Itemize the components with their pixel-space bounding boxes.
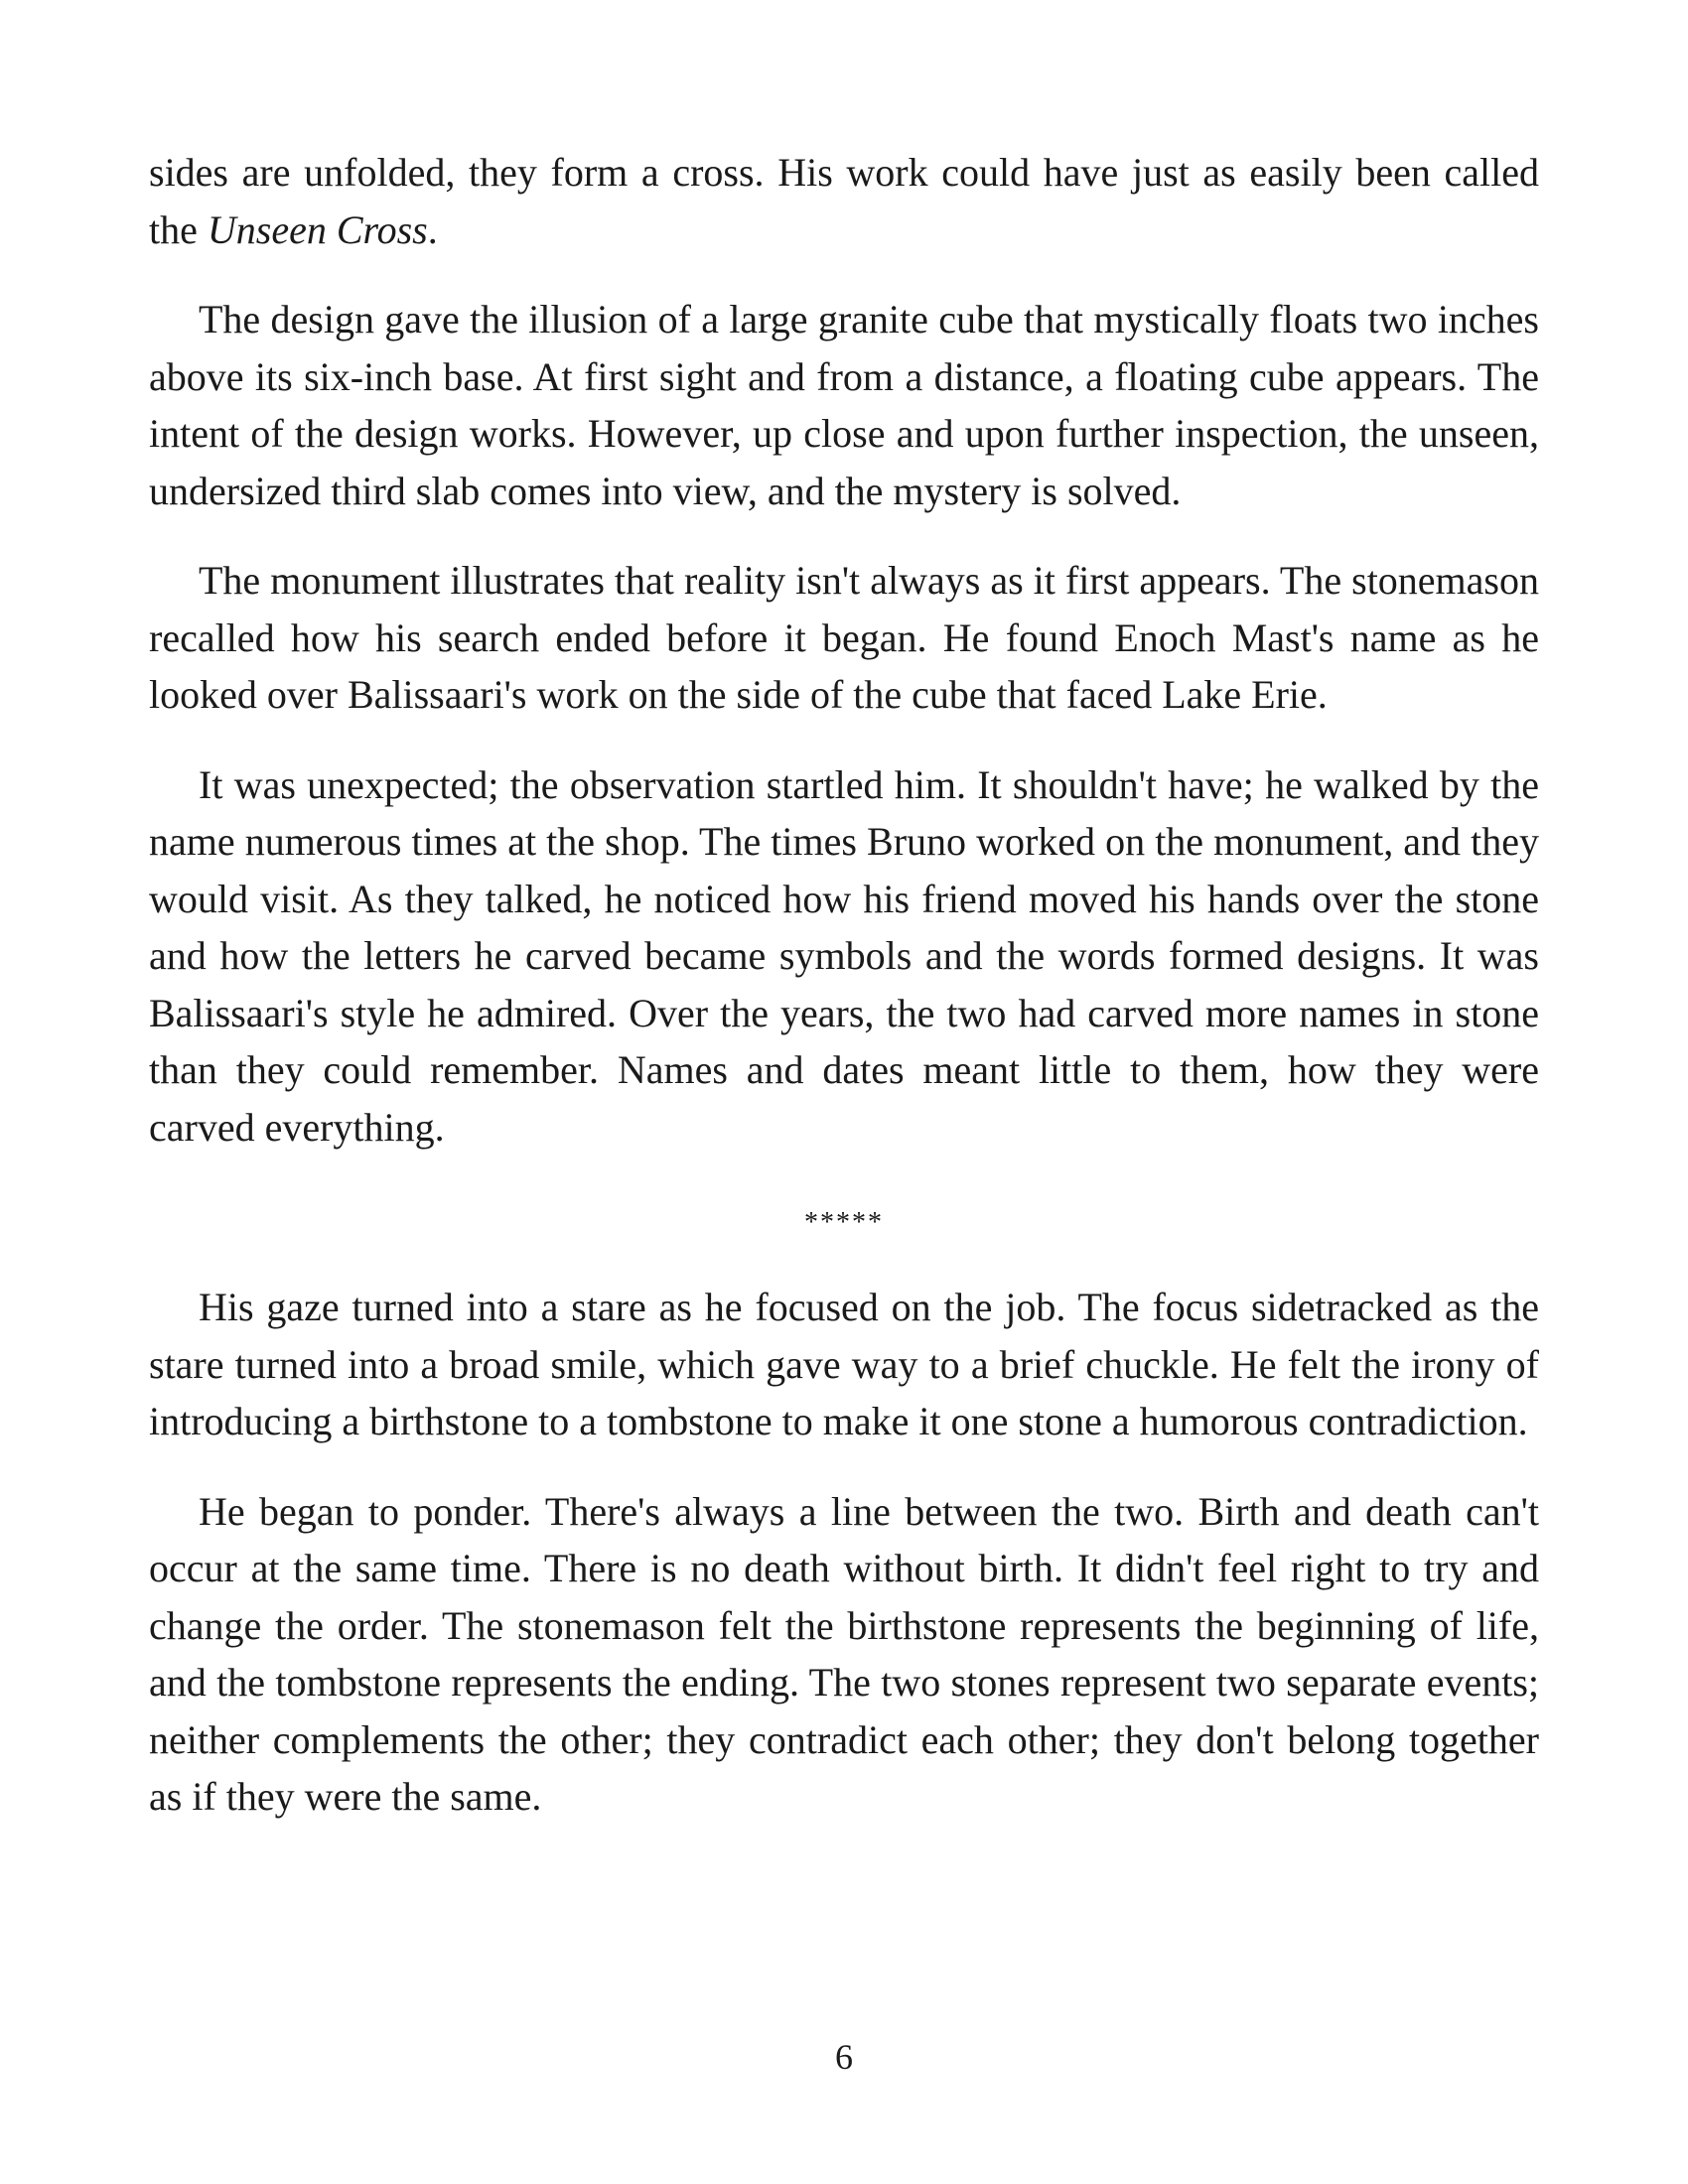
- paragraph-2: The design gave the illusion of a large granite cube that mystically floats two inches above its six-inch base. At first sight and from a distance, a floating cube appears. The intent of the design works. However, up close and upon further inspection, the unseen, undersized third slab comes into view, and the mystery is solved.: [149, 297, 1539, 513]
- paragraph-1-emphasis: Unseen Cross: [207, 206, 428, 252]
- paragraph-1: [149, 144, 1539, 258]
- paragraph-1-text: sides are unfolded, they form a cross. His work could have just as easily been called the: [149, 150, 1539, 252]
- page-number: 6: [835, 2037, 853, 2077]
- paragraph-5: His gaze turned into a stare as he focused on the job. The focus sidetracked as the stare turned into a broad smile, which gave way to a brief chuckle. He felt the irony of introducing a birthstone to a tombstone to make it one stone a humorous contradiction.: [149, 1285, 1539, 1443]
- paragraph-4: It was unexpected; the observation startled him. It shouldn't have; he walked by the name numerous times at the shop. The times Bruno worked on the monument, and they would visit. As they talked, he noticed how his friend moved his hands over the stone and how the letters he carved became symbols and the words formed designs. It was Balissaari's style he admired. Over the years, the two had carved more names in stone than they could remember. Names and dates meant little to them, how they were carved everything.: [149, 761, 1539, 1150]
- page-body: [149, 144, 1539, 1826]
- paragraph-1-end: .: [427, 206, 438, 252]
- scene-break: *****: [804, 1207, 884, 1238]
- paragraph-3: The monument illustrates that reality isn't always as it first appears. The stonemason recalled how his search ended before it began. He found Enoch Mast's name as he looked over Balissaari's work on the side of the cube that faced Lake Erie.: [149, 558, 1539, 717]
- paragraph-6: He began to ponder. There's always a line between the two. Birth and death can't occur at the same time. There is no death without birth. It didn't feel right to try and change the order. The stonemason felt the birthstone represents the beginning of life, and the tombstone represents the ending. The two stones represent two separate events; neither complements the other; they contradict each other; they don't belong together as if they were the same.: [149, 1488, 1539, 1819]
